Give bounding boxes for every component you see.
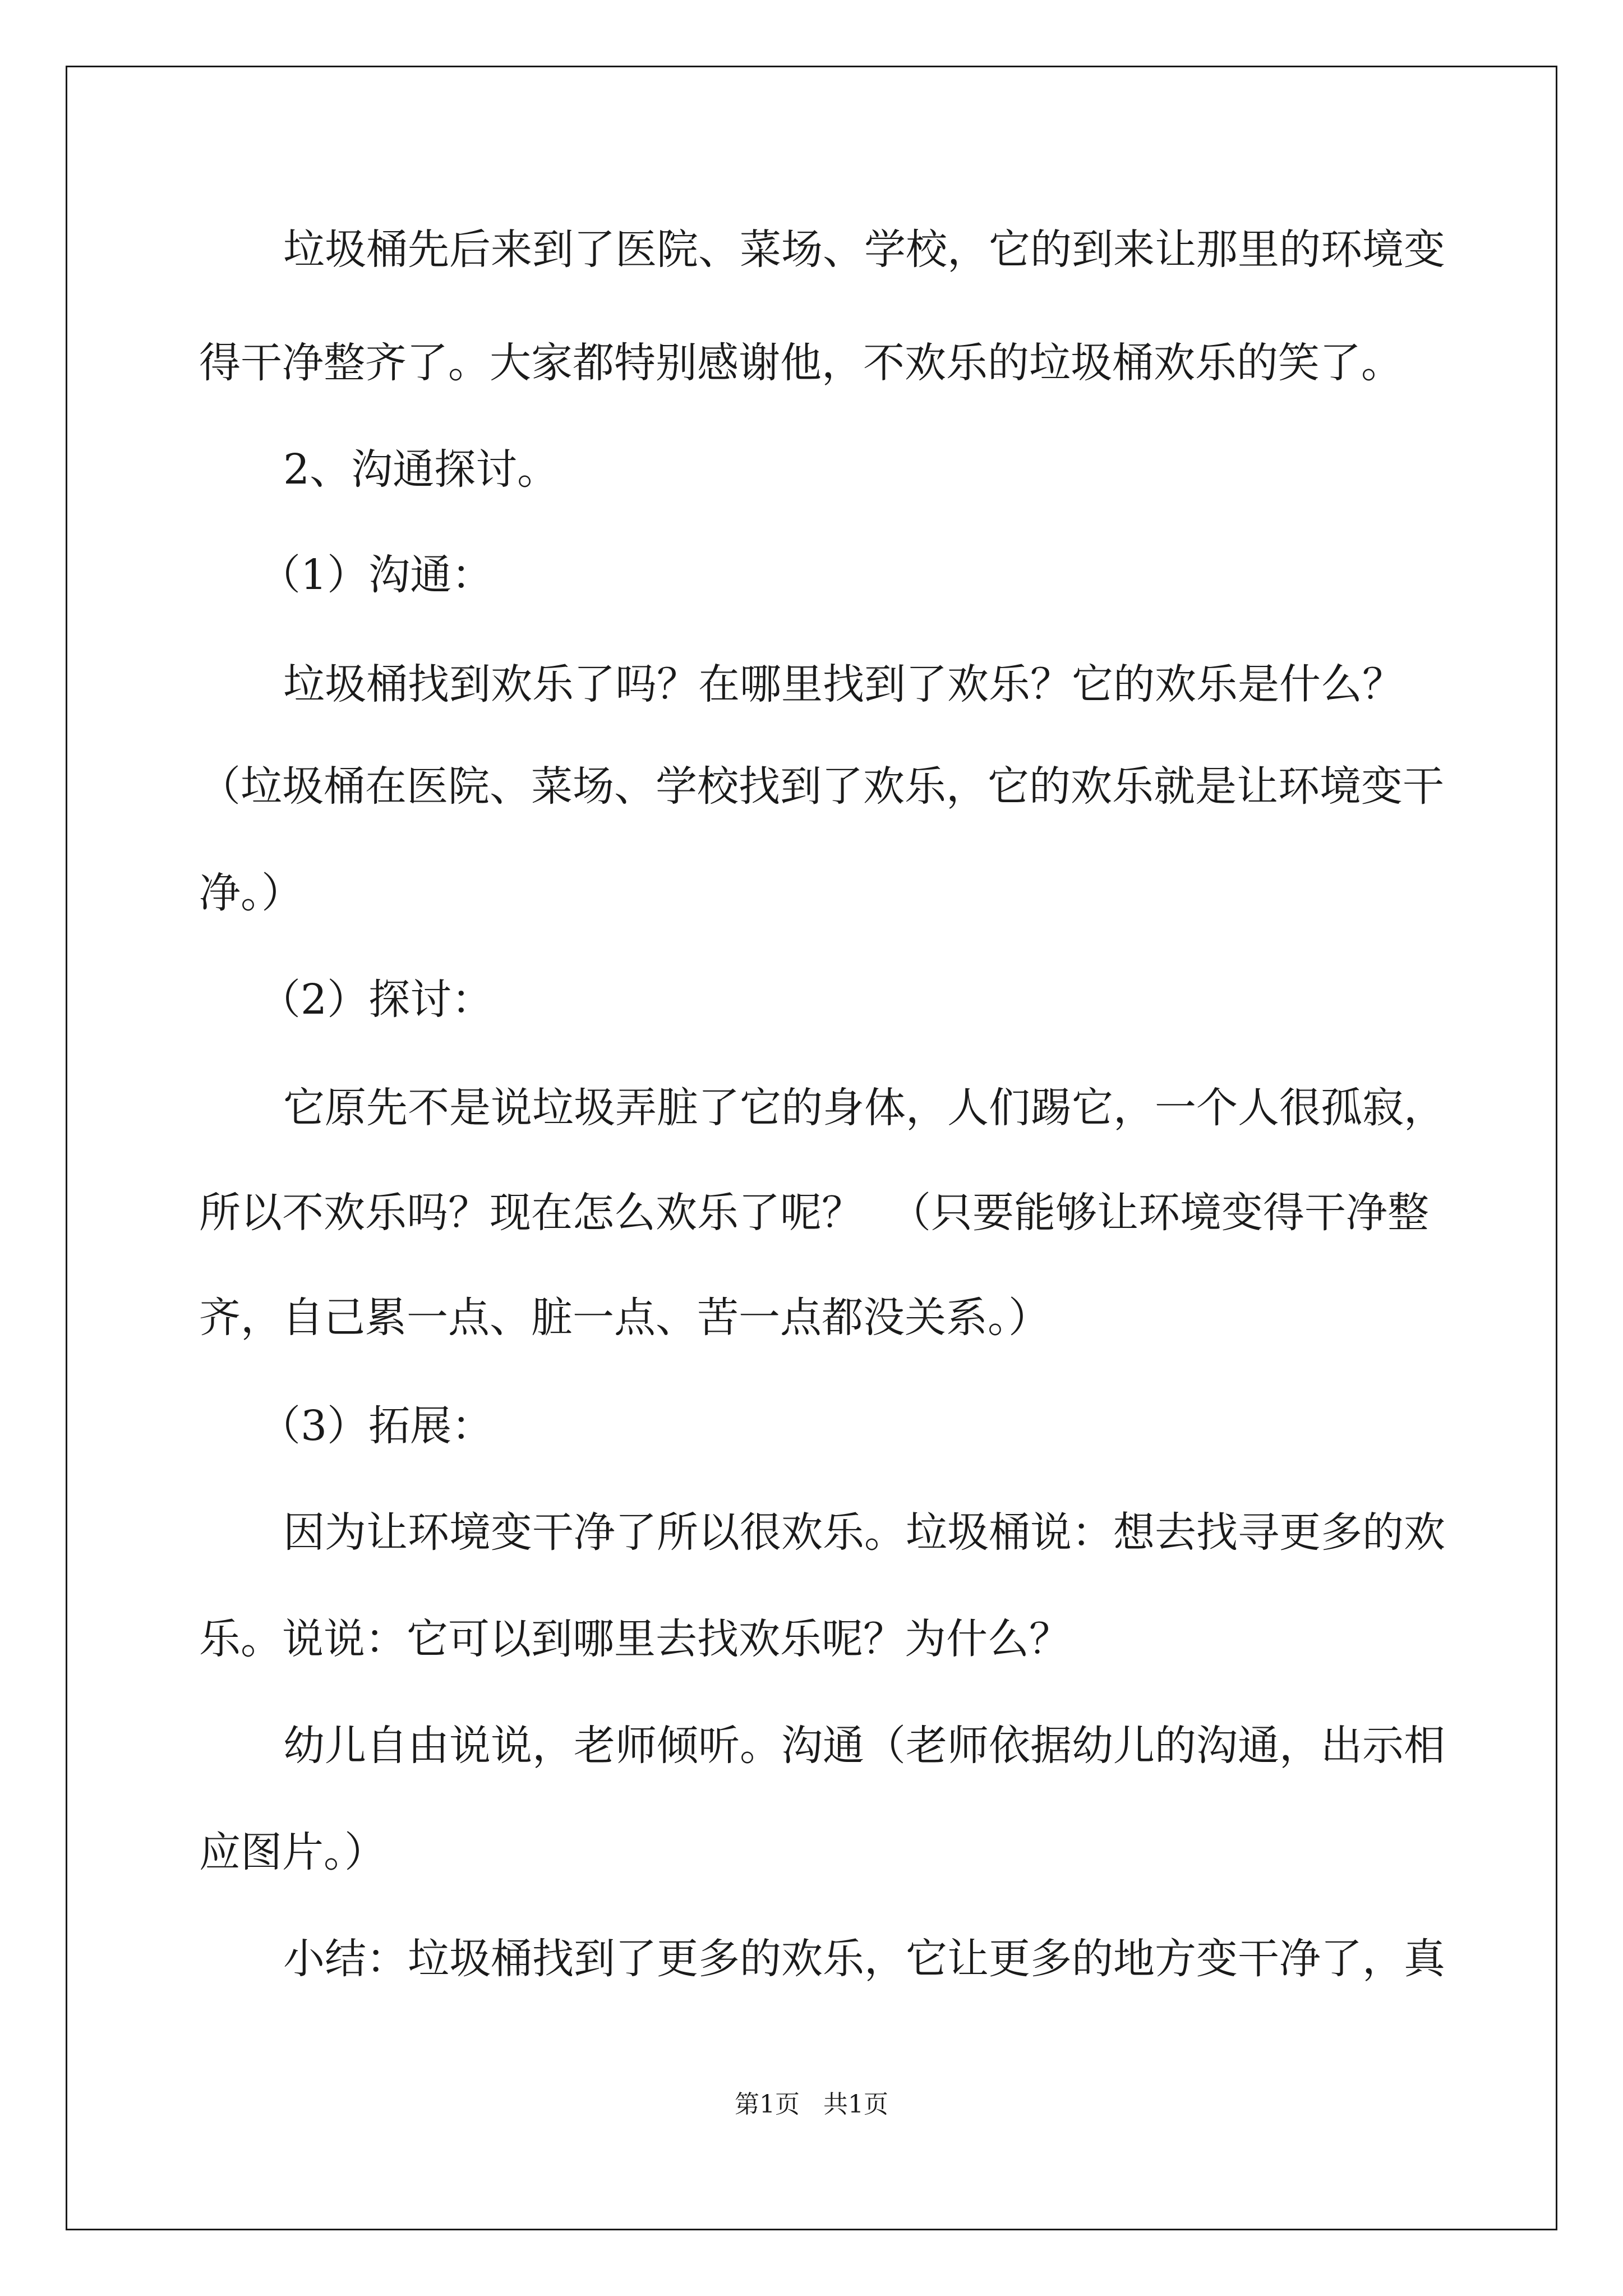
paragraph-line-6: （垃圾桶在医院、菜场、学校找到了欢乐，它的欢乐就是让环境变干 xyxy=(199,762,1444,811)
paragraph-line-15: 幼儿自由说说，老师倾听。沟通（老师依据幼儿的沟通，出示相 xyxy=(283,1722,1445,1770)
page-footer: 第1页 共1页 xyxy=(735,2090,888,2119)
paragraph-line-7: 净。） xyxy=(199,869,303,917)
paragraph-line-9: 它原先不是说垃圾弄脏了它的身体，人们踢它，一个人很孤寂， xyxy=(283,1084,1445,1132)
paragraph-line-14: 乐。说说：它可以到哪里去找欢乐呢？为什么？ xyxy=(199,1615,1071,1663)
paragraph-line-11: 齐，自己累一点、脏一点、苦一点都没关系。） xyxy=(199,1294,1050,1342)
paragraph-line-17: 小结：垃圾桶找到了更多的欢乐，它让更多的地方变干净了，真 xyxy=(283,1935,1445,1983)
paragraph-line-2: 得干净整齐了。大家都特别感谢他，不欢乐的垃圾桶欢乐的笑了。 xyxy=(199,339,1403,387)
subheading-communicate: （1）沟通： xyxy=(259,551,494,599)
paragraph-line-13: 因为让环境变干净了所以很欢乐。垃圾桶说：想去找寻更多的欢 xyxy=(283,1508,1445,1557)
section-heading-discussion: 2、沟通探讨。 xyxy=(283,445,559,494)
page-border xyxy=(66,66,1557,2230)
paragraph-line-1: 垃圾桶先后来到了医院、菜场、学校，它的到来让那里的环境变 xyxy=(283,226,1445,274)
subheading-discuss: （2）探讨： xyxy=(259,976,494,1024)
paragraph-line-16: 应图片。） xyxy=(199,1828,386,1876)
subheading-extend: （3）拓展： xyxy=(259,1402,494,1450)
paragraph-line-10: 所以不欢乐吗？现在怎么欢乐了呢？ （只要能够让环境变得干净整 xyxy=(199,1189,1430,1237)
paragraph-line-5: 垃圾桶找到欢乐了吗？在哪里找到了欢乐？它的欢乐是什么？ xyxy=(283,660,1404,708)
